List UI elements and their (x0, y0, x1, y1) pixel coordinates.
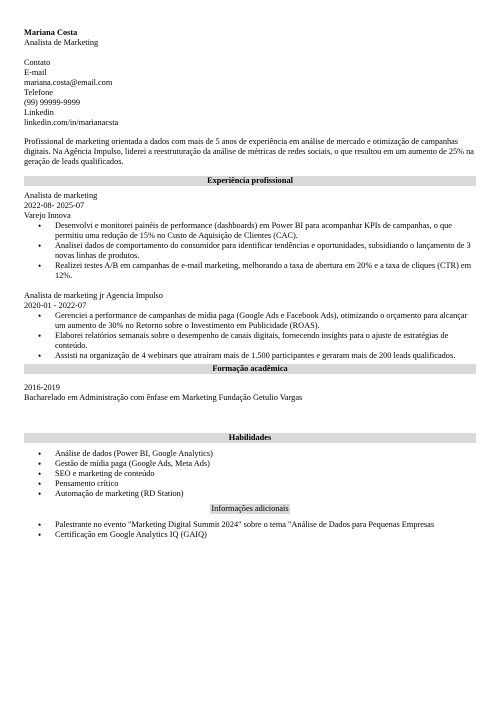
job-entry (24, 291, 476, 361)
candidate-title: Analista de Marketing (24, 38, 99, 47)
job-entry (24, 191, 476, 281)
job-role: Analista de marketing (24, 191, 98, 200)
skills-list (24, 449, 476, 499)
additional-info-list (24, 520, 476, 540)
list-item: • Assisti na organização de 4 webinars que atraíram mais de 1.500 participantes e geraram mais de 200 leads qualificados. (55, 351, 476, 361)
skills-heading: Habilidades (24, 433, 476, 443)
phone-label: Telefone (24, 88, 53, 97)
list-item: • Gestão de mídia paga (Google Ads, Meta Ads) (55, 459, 476, 469)
job-dates: 2020-01 - 2022-07 (24, 301, 87, 310)
additional-info-heading: Informações adicionais (211, 504, 289, 513)
list-item: • Analisei dados de comportamento do consumidor para identificar tendências e oportunidades, subsidiando o lançamento de 3 novas linhas de produtos. (55, 241, 476, 261)
experience-heading: Experiência profissional (24, 176, 476, 186)
candidate-name: Mariana Costa (24, 28, 78, 37)
contact-label: Contato (24, 58, 51, 67)
linkedin-label: Linkedin (24, 108, 54, 117)
job-role: Analista de marketing jr Agencia Impulso (24, 291, 163, 300)
professional-summary: Profissional de marketing orientada a dados com mais de 5 anos de experiência em análise de mercado e otimização de campanhas digitais. Na Agência Impulso, liderei a reestruturação da análise de métricas de redes sociais, o que resultou em um aumento de 25% na geração de leads qualificados. (24, 137, 474, 166)
list-item: • Palestrante no evento "Marketing Digital Summit 2024" sobre o tema "Análise de Dados para Pequenas Empresas (55, 520, 476, 530)
list-item: • Realizei testes A/B em campanhas de e-mail marketing, melhorando a taxa de abertura em 20% e a taxa de cliques (CTR) em 12%. (55, 261, 476, 281)
email-label: E-mail (24, 68, 47, 77)
education-degree: Bacharelado em Administração com ênfase em Marketing Fundação Getulio Vargas (24, 393, 303, 402)
job-bullets (24, 311, 476, 361)
list-item: • SEO e marketing de conteúdo (55, 469, 476, 479)
contact-block (24, 58, 476, 128)
list-item: • Análise de dados (Power BI, Google Analytics) (55, 449, 476, 459)
list-item: • Gerenciei a performance de campanhas de mídia paga (Google Ads e Facebook Ads), otimizando o orçamento para alcançar um aumento de 30% no Retorno sobre o Investimento em Publicidade (ROAS). (55, 311, 476, 331)
list-item: • Certificação em Google Analytics IQ (GAIQ) (55, 530, 476, 540)
list-item: • Elaborei relatórios semanais sobre o desempenho de canais digitais, fornecendo insights para o ajuste de estratégias de conteúdo. (55, 331, 476, 351)
job-company: Varejo Innova (24, 211, 71, 220)
list-item: • Automação de marketing (RD Station) (55, 489, 476, 499)
education-heading: Formação acadêmica (24, 364, 476, 374)
job-dates: 2022-08- 2025-07 (24, 201, 85, 210)
resume-page (24, 28, 476, 540)
education-dates: 2016-2019 (24, 383, 60, 392)
phone-value: (99) 99999-9999 (24, 98, 80, 107)
list-item: • Desenvolvi e monitorei painéis de performance (dashboards) em Power BI para acompanhar KPIs de campanhas, o que permitiu uma redução de 15% no Custo de Aquisição de Clientes (CAC). (55, 221, 476, 241)
list-item: • Pensamento crítico (55, 479, 476, 489)
job-bullets (24, 221, 476, 281)
email-value[interactable]: mariana.costa@email.com (24, 78, 113, 87)
linkedin-link[interactable]: linkedin.com/in/marianacsta (24, 118, 119, 127)
